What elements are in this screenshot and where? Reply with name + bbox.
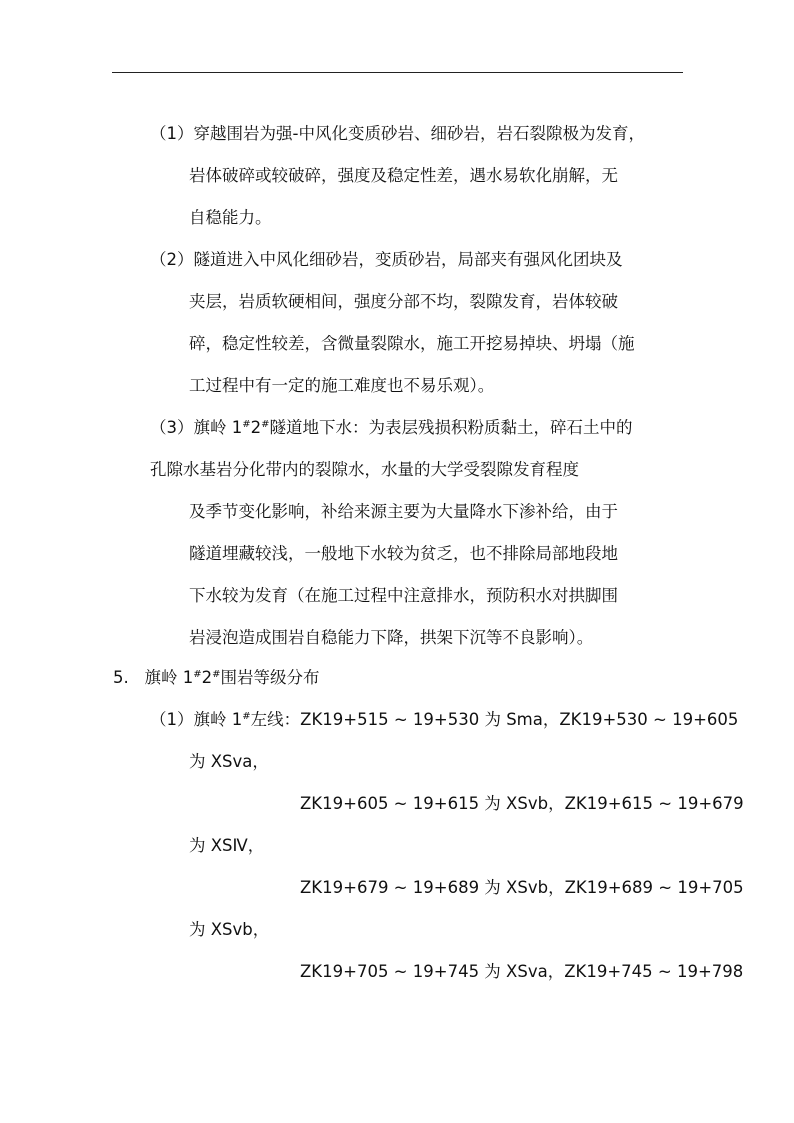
item-3-number: （3） <box>150 418 194 437</box>
item-2-line-2: 夹层，岩质软硬相间，强度分部不均，裂隙发育，岩体较破 <box>189 292 618 311</box>
item-3-text-a: 旗岭 1 <box>193 418 243 437</box>
item-1-line-1 <box>150 124 645 144</box>
item-2-number: （2） <box>150 250 194 269</box>
section-5-heading <box>113 668 320 688</box>
section-5-title-c: 围岩等级分布 <box>220 668 320 687</box>
section-5-sup-2: # <box>212 669 221 680</box>
section-5-item-1-wrap-2: 为 XSⅣ， <box>189 836 265 855</box>
item-3-line-5: 下水较为发育（在施工过程中注意排水，预防积水对拱脚围 <box>189 586 618 605</box>
section-5-item-1-sup: # <box>242 711 251 722</box>
section-5-item-1-line-1 <box>150 710 738 730</box>
section-5-item-1-label-b: 左线：ZK19+515 ~ 19+530 为 Sma，ZK19+530 ~ 19+605 <box>250 710 739 729</box>
item-3-text-c: 隧道地下水：为表层残损积粉质黏土，碎石土中的 <box>269 418 633 437</box>
item-1-line-2: 岩体破碎或较破碎，强度及稳定性差，遇水易软化崩解，无 <box>189 166 618 185</box>
section-5-item-1-label-a: 旗岭 1 <box>193 710 243 729</box>
section-5-item-1-row-2: ZK19+605 ~ 19+615 为 XSvb，ZK19+615 ~ 19+679 <box>300 794 744 813</box>
section-5-item-1-wrap-1: 为 XSva， <box>189 752 269 771</box>
item-3-line-6: 岩浸泡造成围岩自稳能力下降，拱架下沉等不良影响）。 <box>189 628 594 647</box>
section-5-item-1-row-3: ZK19+679 ~ 19+689 为 XSvb，ZK19+689 ~ 19+705 <box>300 878 744 897</box>
item-3-line-2: 孔隙水基岩分化带内的裂隙水，水量的大学受裂隙发育程度 <box>150 460 579 479</box>
section-5-sup-1: # <box>193 669 202 680</box>
item-3-sup-1: # <box>242 419 251 430</box>
item-3-line-1 <box>150 418 633 438</box>
section-5-item-1-row-4: ZK19+705 ~ 19+745 为 XSva，ZK19+745 ~ 19+798 <box>300 962 744 981</box>
section-5-title-b: 2 <box>201 668 213 687</box>
item-2-text-1: 隧道进入中风化细砂岩，变质砂岩，局部夹有强风化团块及 <box>193 250 623 269</box>
section-5-item-1-wrap-3: 为 XSvb， <box>189 920 270 939</box>
item-3-line-4: 隧道埋藏较浅，一般地下水较为贫乏，也不排除局部地段地 <box>189 544 618 563</box>
item-3-line-3: 及季节变化影响，补给来源主要为大量降水下渗补给，由于 <box>189 502 618 521</box>
item-3-text-b: 2 <box>250 418 262 437</box>
item-1-number: （1） <box>150 124 194 143</box>
item-3-sup-2: # <box>261 419 270 430</box>
item-2-line-1 <box>150 250 623 270</box>
section-5-item-1-number: （1） <box>150 710 194 729</box>
item-2-line-3: 碎，稳定性较差，含微量裂隙水，施工开挖易掉块、坍塌（施 <box>189 334 635 353</box>
item-1-line-3: 自稳能力。 <box>189 208 272 227</box>
section-5-title-a: 旗岭 1 <box>144 668 194 687</box>
item-1-text-1: 穿越围岩为强-中风化变质砂岩、细砂岩，岩石裂隙极为发育， <box>193 124 645 143</box>
section-5-number: 5. <box>113 668 129 687</box>
item-2-line-4: 工过程中有一定的施工难度也不易乐观）。 <box>189 376 495 395</box>
header-rule <box>112 72 683 73</box>
